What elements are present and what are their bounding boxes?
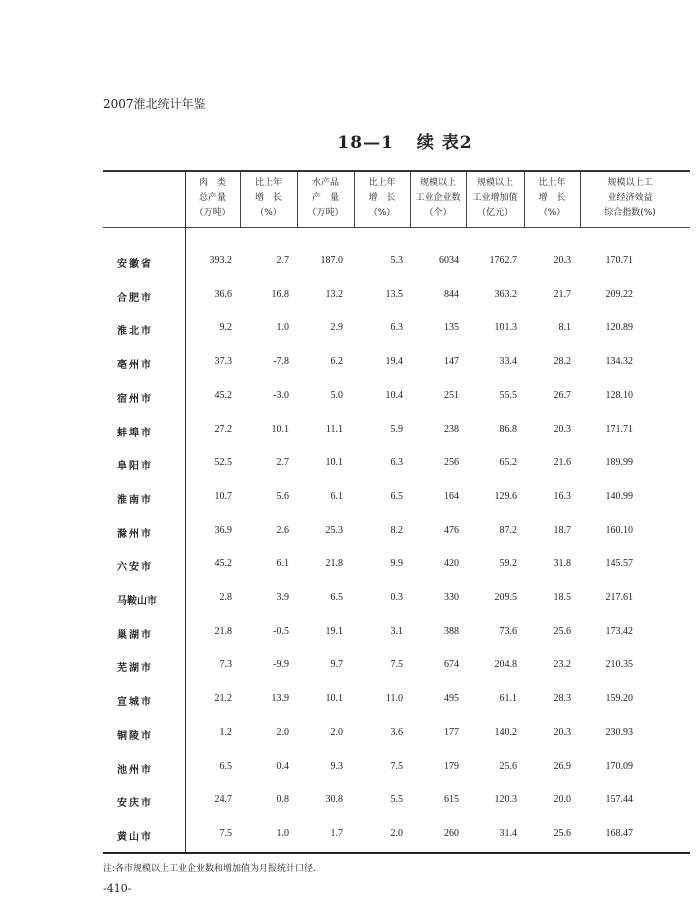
- table-cell: 6.2: [330, 356, 343, 368]
- region-name: 黄山市: [117, 831, 153, 843]
- table-cell: 16.8: [271, 288, 289, 300]
- table-cell: 59.2: [499, 558, 517, 570]
- table-cell: 5.5: [390, 794, 403, 806]
- region-name: 宿州市: [117, 393, 153, 405]
- table-row: [103, 558, 690, 574]
- table-cell: 120.89: [605, 322, 633, 334]
- table-cell: 8.1: [558, 322, 571, 334]
- table-cell: 393.2: [209, 255, 232, 266]
- table-cell: 5.9: [390, 423, 403, 435]
- table-cell: 10.1: [325, 457, 343, 469]
- column-header: 规模以上 工业企业数 （个）: [415, 178, 461, 218]
- table-cell: 87.2: [499, 524, 517, 536]
- column-header: 比上年 增 长 （%）: [254, 178, 282, 218]
- table-row: [103, 659, 690, 675]
- table-cell: 189.99: [605, 457, 633, 469]
- table-cell: 476: [444, 524, 459, 536]
- region-name: 合肥市: [117, 292, 153, 304]
- table-cell: 135: [444, 322, 459, 334]
- table-cell: 209.22: [605, 288, 633, 300]
- table-cell: 52.5: [214, 457, 232, 469]
- table-cell: 210.35: [605, 659, 633, 671]
- region-name: 淮南市: [117, 494, 153, 506]
- table-top-rule: [103, 170, 690, 172]
- column-header: 肉 类 总产量 （万吨）: [194, 178, 231, 218]
- table-cell: 3.1: [390, 625, 403, 637]
- table-cell: 45.2: [214, 558, 232, 570]
- table-cell: 6.1: [276, 558, 289, 570]
- table-cell: 5.0: [330, 389, 343, 401]
- table-cell: 21.7: [553, 288, 571, 300]
- table-cell: 251: [444, 389, 459, 401]
- table-cell: 363.2: [494, 288, 517, 300]
- table-cell: 21.8: [214, 625, 232, 637]
- table-cell: 6.5: [330, 592, 343, 603]
- table-cell: 140.2: [494, 726, 517, 738]
- table-cell: 6.3: [390, 457, 403, 469]
- table-cell: 6034: [439, 255, 459, 266]
- table-cell: 7.5: [390, 659, 403, 671]
- column-header: 规模以上工 业经济效益 综合指数(%): [604, 178, 656, 218]
- region-name: 池州市: [117, 764, 153, 776]
- table-row: [103, 794, 690, 810]
- table-cell: 25.6: [553, 827, 571, 839]
- column-header: 比上年 增 长 （%）: [538, 178, 566, 218]
- table-cell: 13.5: [385, 288, 403, 300]
- table-cell: 21.2: [214, 693, 232, 705]
- table-cell: 6.3: [390, 322, 403, 334]
- table-cell: 6.1: [330, 490, 343, 502]
- region-name: 铜陵市: [117, 730, 153, 742]
- table-cell: 171.71: [605, 423, 633, 435]
- page-number: -410-: [103, 882, 132, 895]
- table-cell: 33.4: [499, 356, 517, 368]
- table-row: [103, 255, 690, 271]
- table-cell: 30.8: [325, 794, 343, 806]
- table-cell: 170.09: [605, 760, 633, 772]
- running-header: 2007淮北统计年鉴: [103, 97, 206, 111]
- table-cell: 147: [444, 356, 459, 368]
- region-name: 宣城市: [117, 697, 153, 709]
- table-cell: 256: [444, 457, 459, 469]
- table-cell: 120.3: [494, 794, 517, 806]
- table-cell: 101.3: [494, 322, 517, 334]
- region-name: 蚌埠市: [117, 427, 153, 439]
- table-cell: 230.93: [605, 726, 633, 738]
- table-cell: 164: [444, 490, 459, 502]
- column-header: 比上年 增 长 （%）: [368, 178, 396, 218]
- table-cell: 157.44: [605, 794, 633, 806]
- table-cell: 31.8: [553, 558, 571, 570]
- table-cell: 2.7: [276, 255, 289, 266]
- table-cell: 28.3: [553, 693, 571, 705]
- table-cell: 140.99: [605, 490, 633, 502]
- table-cell: 170.71: [605, 255, 633, 266]
- table-cell: 18.7: [553, 524, 571, 536]
- table-cell: 179: [444, 760, 459, 772]
- table-cell: 10.7: [214, 490, 232, 502]
- table-cell: 8.2: [390, 524, 403, 536]
- table-cell: 615: [444, 794, 459, 806]
- table-cell: 2.8: [219, 592, 232, 603]
- table-cell: 2.0: [330, 726, 343, 738]
- table-cell: 10.1: [325, 693, 343, 705]
- table-cell: 204.8: [494, 659, 517, 671]
- table-cell: 21.8: [325, 558, 343, 570]
- table-row: [103, 525, 690, 541]
- table-cell: 2.6: [276, 524, 289, 536]
- table-cell: 0.4: [276, 760, 289, 772]
- table-cell: 177: [444, 726, 459, 738]
- table-cell: 20.0: [553, 794, 571, 806]
- table-cell: -3.0: [273, 389, 289, 401]
- table-cell: 10.4: [385, 389, 403, 401]
- table-cell: 420: [444, 558, 459, 570]
- table-row: [103, 424, 690, 440]
- table-cell: 20.3: [553, 423, 571, 435]
- table-cell: 20.3: [553, 726, 571, 738]
- table-cell: 25.3: [325, 524, 343, 536]
- table-cell: 26.7: [553, 389, 571, 401]
- table-cell: 61.1: [499, 693, 517, 705]
- table-cell: 13.9: [271, 693, 289, 705]
- region-name: 阜阳市: [117, 461, 153, 473]
- table-cell: 0.8: [276, 794, 289, 806]
- table-cell: 6.5: [390, 490, 403, 502]
- table-cell: 5.3: [390, 255, 403, 266]
- table-number: 18—1: [337, 133, 394, 153]
- table-cell: 145.57: [605, 558, 633, 570]
- table-cell: 1.0: [276, 322, 289, 334]
- table-cell: 495: [444, 693, 459, 705]
- column-header: 水产品 产 量 （万吨）: [307, 178, 344, 218]
- table-cell: -7.8: [273, 356, 289, 368]
- table-cell: 55.5: [499, 389, 517, 401]
- table-row: [103, 761, 690, 777]
- table-row: [103, 693, 690, 709]
- table-cell: 209.5: [494, 592, 517, 603]
- region-name: 淮北市: [117, 326, 153, 338]
- table-cell: 1.0: [276, 827, 289, 839]
- table-cell: 37.3: [214, 356, 232, 368]
- stub-divider: [185, 170, 186, 852]
- table-cell: 27.2: [214, 423, 232, 435]
- table-note: 注:各市规模以上工业企业数和增加值为月报统计口径.: [103, 864, 316, 874]
- table-cell: 7.5: [390, 760, 403, 772]
- table-row: [103, 727, 690, 743]
- table-cell: 217.61: [605, 592, 633, 603]
- table-cell: 388: [444, 625, 459, 637]
- table-cell: 11.1: [325, 423, 343, 435]
- table-cell: 7.5: [219, 827, 232, 839]
- table-cell: 9.9: [390, 558, 403, 570]
- table-cell: 36.6: [214, 288, 232, 300]
- table-cell: 1.2: [219, 726, 232, 738]
- table-cell: 160.10: [605, 524, 633, 536]
- region-name: 巢湖市: [117, 629, 153, 641]
- region-name: 滁州市: [117, 528, 153, 540]
- column-header: 规模以上 工业增加值 （亿元）: [472, 178, 518, 218]
- table-cell: 20.3: [553, 255, 571, 266]
- table-bottom-rule: [103, 852, 690, 854]
- table-cell: 238: [444, 423, 459, 435]
- table-cell: 19.4: [385, 356, 403, 368]
- table-cell: 159.20: [605, 693, 633, 705]
- table-cell: 2.7: [276, 457, 289, 469]
- table-cell: 11.0: [385, 693, 403, 705]
- table-cell: 9.7: [330, 659, 343, 671]
- table-cell: 9.3: [330, 760, 343, 772]
- table-cell: 65.2: [499, 457, 517, 469]
- table-cell: 36.9: [214, 524, 232, 536]
- region-name: 亳州市: [117, 360, 153, 372]
- region-name: 马鞍山市: [117, 596, 157, 607]
- table-row: [103, 626, 690, 642]
- table-cell: 21.6: [553, 457, 571, 469]
- table-cell: 128.10: [605, 389, 633, 401]
- region-name: 六安市: [117, 562, 153, 574]
- table-cell: 18.5: [553, 592, 571, 603]
- table-cell: 25.6: [499, 760, 517, 772]
- table-cell: 23.2: [553, 659, 571, 671]
- table-cell: 173.42: [605, 625, 633, 637]
- header-rule: [103, 227, 690, 228]
- table-cell: 7.3: [219, 659, 232, 671]
- table-cell: 3.9: [276, 592, 289, 603]
- region-name: 安庆市: [117, 798, 153, 810]
- table-cell: 2.0: [390, 827, 403, 839]
- table-cell: 330: [444, 592, 459, 603]
- table-cell: 24.7: [214, 794, 232, 806]
- table-cell: 844: [444, 288, 459, 300]
- region-name: 安徽省: [117, 259, 153, 270]
- table-cell: 25.6: [553, 625, 571, 637]
- table-cell: 168.47: [605, 827, 633, 839]
- table-cell: 5.6: [276, 490, 289, 502]
- table-row: [103, 356, 690, 372]
- table-cell: 19.1: [325, 625, 343, 637]
- table-cell: 6.5: [219, 760, 232, 772]
- table-row: [103, 592, 690, 608]
- table-caption: 续 表2: [416, 133, 473, 153]
- table-row: [103, 457, 690, 473]
- table-title: [0, 128, 700, 153]
- table-cell: 9.2: [219, 322, 232, 334]
- table-cell: 2.0: [276, 726, 289, 738]
- table-cell: 1762.7: [489, 255, 517, 266]
- table-cell: 13.2: [325, 288, 343, 300]
- region-name: 芜湖市: [117, 663, 153, 675]
- table-row: [103, 390, 690, 406]
- table-cell: 129.6: [494, 490, 517, 502]
- table-cell: 45.2: [214, 389, 232, 401]
- table-cell: 16.3: [553, 490, 571, 502]
- table-cell: 674: [444, 659, 459, 671]
- table-cell: 86.8: [499, 423, 517, 435]
- table-cell: 3.6: [390, 726, 403, 738]
- table-cell: 260: [444, 827, 459, 839]
- table-cell: 73.6: [499, 625, 517, 637]
- table-cell: -0.5: [273, 625, 289, 637]
- table-row: [103, 828, 690, 844]
- table-cell: 10.1: [271, 423, 289, 435]
- table-cell: 26.9: [553, 760, 571, 772]
- table-cell: 28.2: [553, 356, 571, 368]
- table-cell: 1.7: [330, 827, 343, 839]
- table-cell: 31.4: [499, 827, 517, 839]
- table-cell: -9.9: [273, 659, 289, 671]
- table-row: [103, 289, 690, 305]
- table-cell: 2.9: [330, 322, 343, 334]
- table-cell: 187.0: [320, 255, 343, 266]
- table-cell: 0.3: [390, 592, 403, 603]
- table-cell: 134.32: [605, 356, 633, 368]
- table-row: [103, 491, 690, 507]
- table-row: [103, 322, 690, 338]
